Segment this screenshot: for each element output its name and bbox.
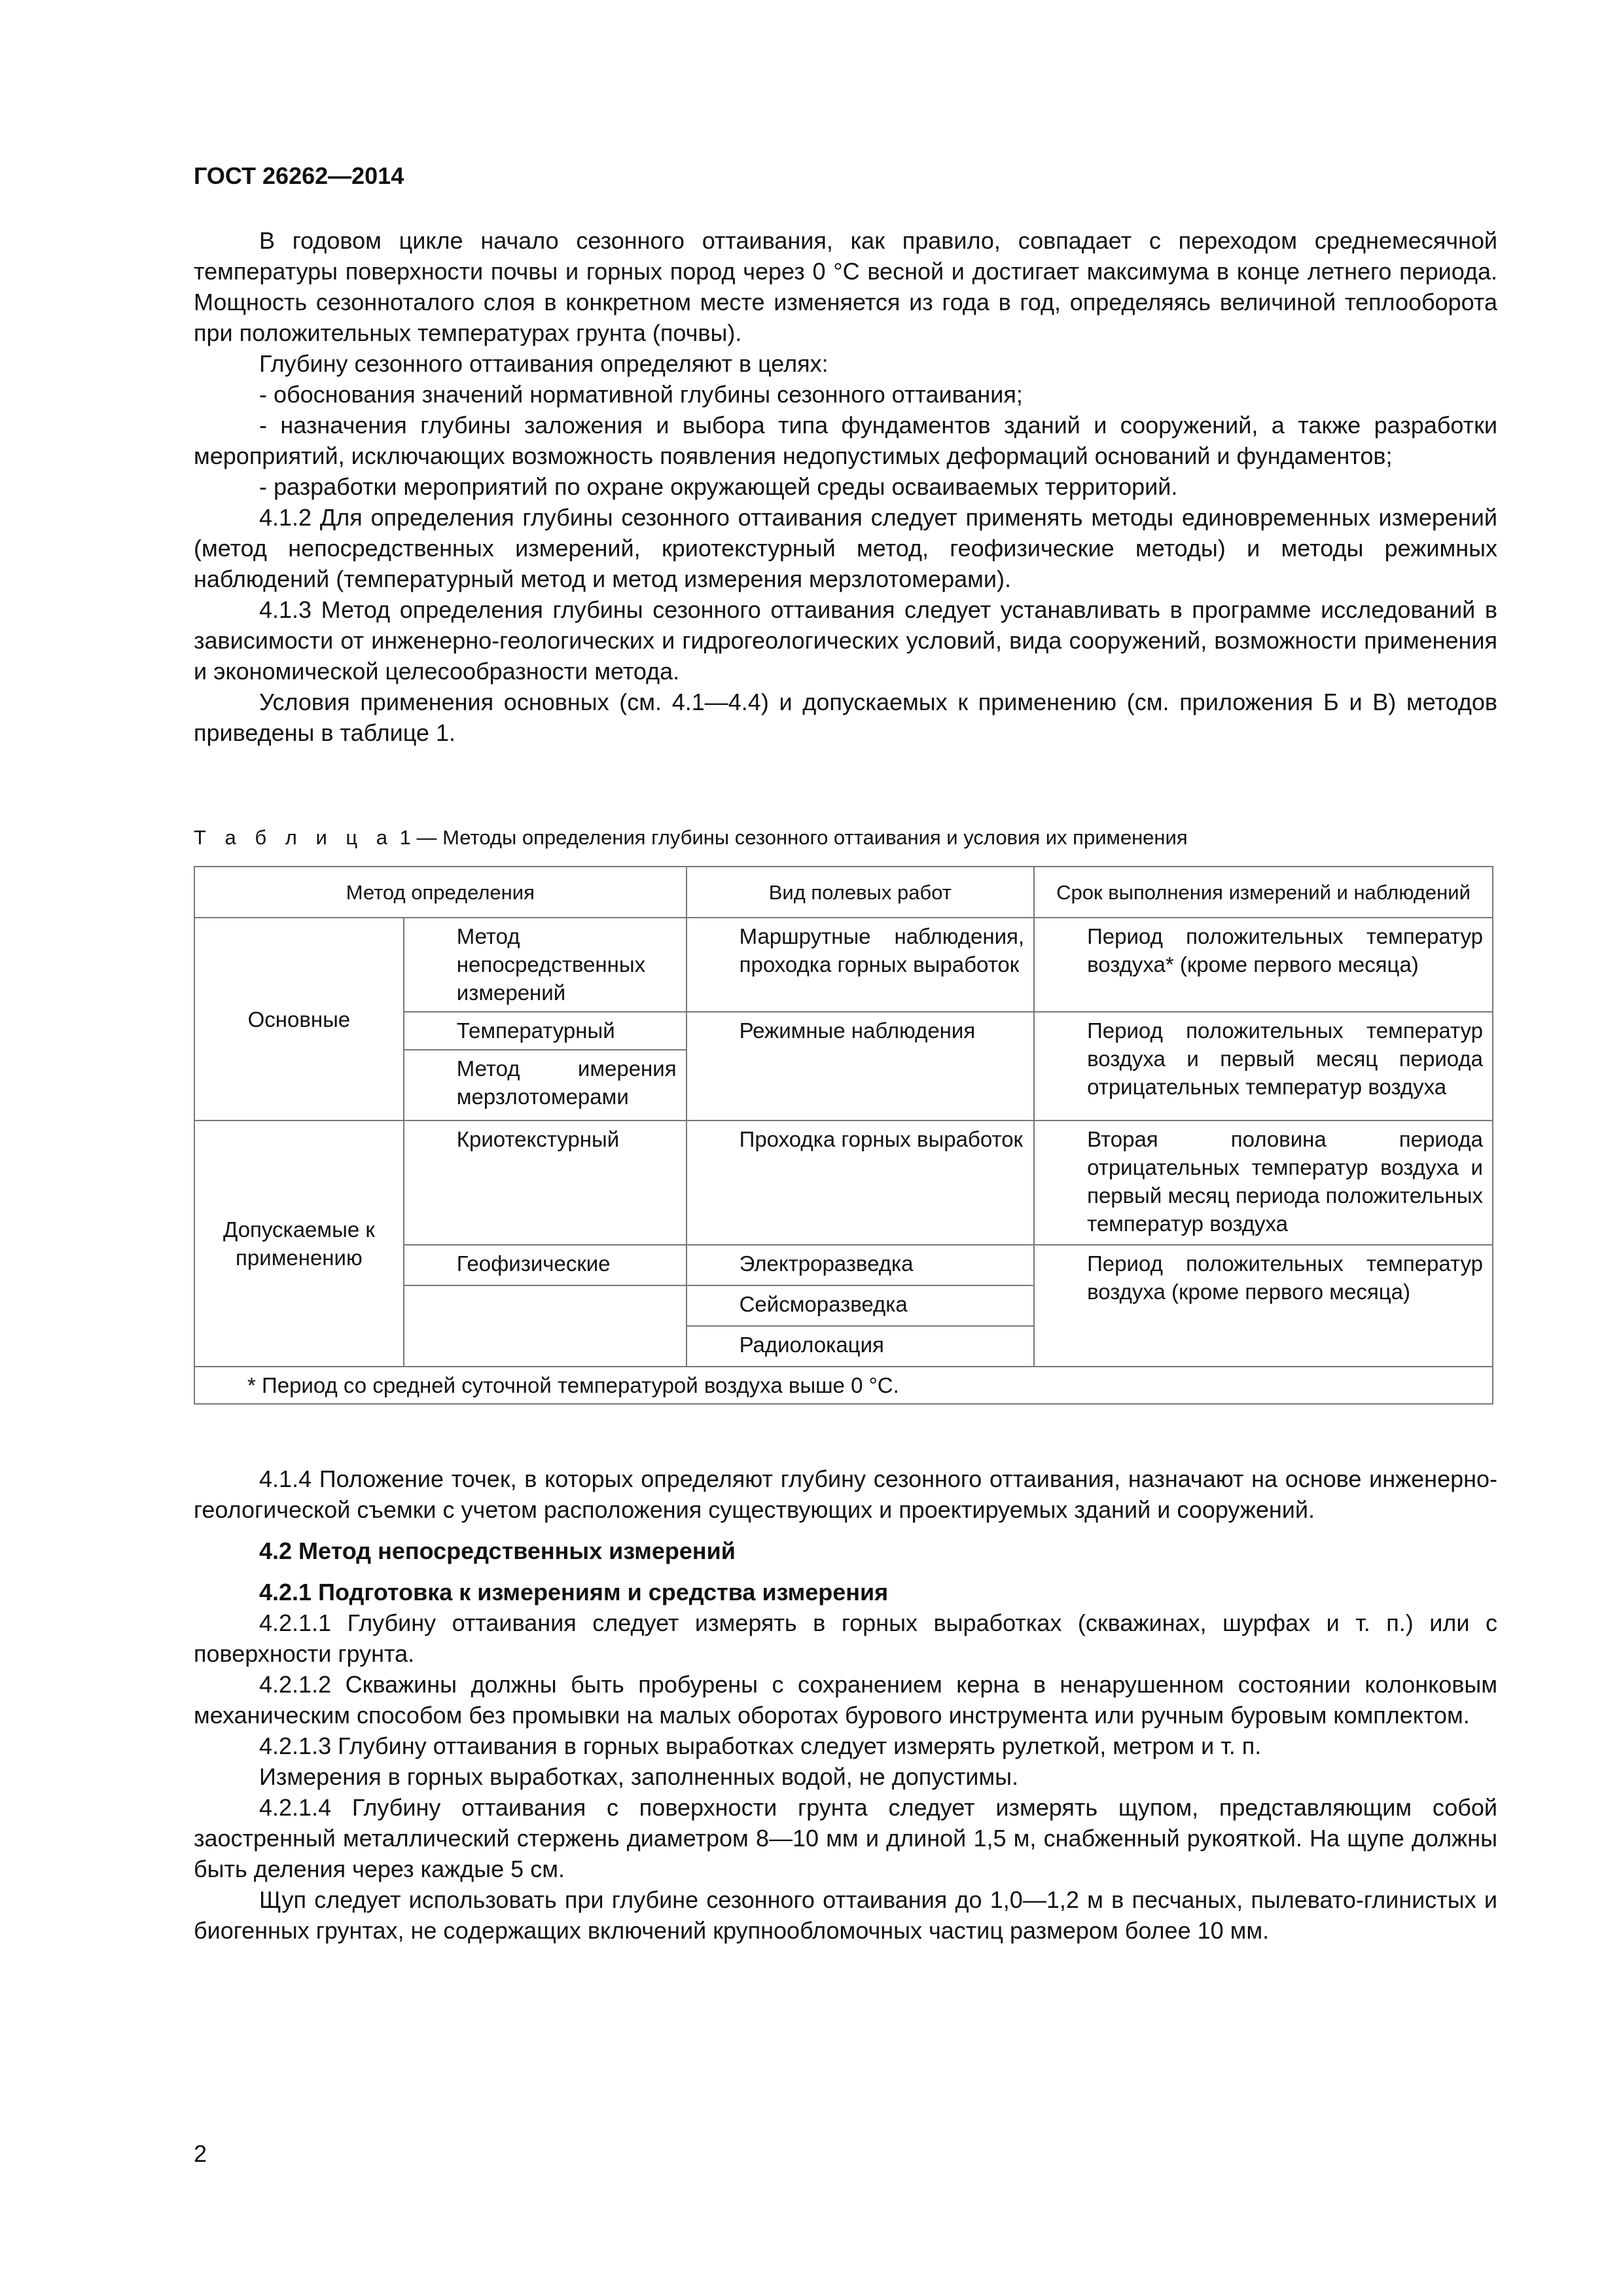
table-cell: Период положительных температур воздуха и первый месяц периода отрицательных температур воздуха <box>1034 1012 1493 1121</box>
subsection-heading: 4.2.1 Подготовка к измерениям и средства измерения <box>259 1579 889 1605</box>
paragraph-4-2-1-3: 4.2.1.3 Глубину оттаивания в горных выработках следует измерять рулеткой, метром и т. п. <box>259 1732 1262 1759</box>
section-4-2 <box>194 1463 1497 1946</box>
table-caption <box>194 826 1188 850</box>
section-heading: 4.2 Метод непосредственных измерений <box>259 1537 736 1564</box>
table-cell: Сейсморазведка <box>687 1285 1034 1326</box>
methods-table <box>194 866 1493 1405</box>
table-cell-empty <box>404 1285 687 1367</box>
table-cell: Режимные наблюдения <box>687 1012 1034 1121</box>
paragraph: Условия применения основных (см. 4.1—4.4) и допускаемых к применению (см. приложения Б и В) методов приведены в таблице 1. <box>194 689 1497 746</box>
table-cell: Геофизические <box>404 1245 687 1285</box>
table-caption-text: 1 — Методы определения глубины сезонного оттаивания и условия их применения <box>394 826 1188 849</box>
table-cell: Криотекстурный <box>404 1121 687 1245</box>
header-cell: Метод определения <box>194 867 687 918</box>
table-note-row <box>194 1367 1493 1404</box>
table-cell: Маршрутные наблюдения, проходка горных выработок <box>687 918 1034 1012</box>
table-cell: Вторая половина периода отрицательных температур воздуха и первый месяц периода положительных температур воздуха <box>1034 1121 1493 1245</box>
table-cell: Период положительных температур воздуха (кроме первого месяца) <box>1034 1245 1493 1367</box>
group-cell-basic: Основные <box>194 918 404 1121</box>
header-cell: Вид полевых работ <box>687 867 1034 918</box>
table-cell: Электроразведка <box>687 1245 1034 1285</box>
table-footnote: * Период со средней суточной температурой воздуха выше 0 °С. <box>194 1367 1493 1404</box>
table-cell: Радиолокация <box>687 1326 1034 1367</box>
paragraph-4-2-1-1: 4.2.1.1 Глубину оттаивания следует измерять в горных выработках (скважинах, шурфах и т. п.) или с поверхности грунта. <box>194 1609 1497 1667</box>
paragraph: В годовом цикле начало сезонного оттаивания, как правило, совпадает с переходом среднемесячной температуры поверхности почвы и горных пород через 0 °С весной и достигает максимума в конце летнего периода. Мощность сезонноталого слоя в конкретном месте изменяется из года в год, определяясь величиной теплооборота при положительных температурах грунта (почвы). <box>194 227 1497 346</box>
intro-section <box>194 225 1497 748</box>
document-header: ГОСТ 26262—2014 <box>194 162 404 189</box>
paragraph: Измерения в горных выработках, заполненных водой, не допустимы. <box>259 1763 1019 1790</box>
list-item: - назначения глубины заложения и выбора типа фундаментов зданий и сооружений, а также разработки мероприятий, исключающих возможность появления недопустимых деформаций оснований и фундаментов; <box>194 412 1497 469</box>
table-header-row <box>194 867 1493 918</box>
paragraph: Щуп следует использовать при глубине сезонного оттаивания до 1,0—1,2 м в песчаных, пылевато-глинистых и биогенных грунтах, не содержащих включений крупнообломочных частиц размером более 10 мм. <box>194 1886 1497 1944</box>
table-caption-prefix: Т а б л и ц а <box>194 826 395 849</box>
paragraph-4-2-1-2: 4.2.1.2 Скважины должны быть пробурены с сохранением керна в ненарушенном состоянии колонковым механическим способом без промывки на малых оборотах бурового инструмента или ручным буровым комплектом. <box>194 1671 1497 1729</box>
group-cell-allowed: Допускаемые к применению <box>194 1121 404 1367</box>
table-cell: Проходка горных выработок <box>687 1121 1034 1245</box>
table-row <box>194 1121 1493 1245</box>
paragraph-4-1-3: 4.1.3 Метод определения глубины сезонного оттаивания следует устанавливать в программе исследований в зависимости от инженерно-геологических и гидрогеологических условий, вида сооружений, возможности применения и экономической целесообразности метода. <box>194 596 1497 685</box>
list-item: - обоснования значений нормативной глубины сезонного оттаивания; <box>259 381 1023 408</box>
page-number: 2 <box>194 2140 207 2167</box>
paragraph-4-1-4: 4.1.4 Положение точек, в которых определяют глубину сезонного оттаивания, назначают на основе инженерно-геологической съемки с учетом расположения существующих и проектируемых зданий и сооружений. <box>194 1465 1497 1523</box>
list-item: - разработки мероприятий по охране окружающей среды осваиваемых территорий. <box>259 473 1178 500</box>
table-cell: Температурный <box>404 1012 687 1050</box>
table-row <box>194 918 1493 1012</box>
paragraph-4-2-1-4: 4.2.1.4 Глубину оттаивания с поверхности грунта следует измерять щупом, представляющим собой заостренный металлический стержень диаметром 8—10 мм и длиной 1,5 м, снабженный рукояткой. На щупе должны быть деления через каждые 5 см. <box>194 1794 1497 1882</box>
table-cell: Метод имерения мерзлотомерами <box>404 1050 687 1121</box>
table-cell: Метод непосредственных измерений <box>404 918 687 1012</box>
paragraph: Глубину сезонного оттаивания определяют в целях: <box>259 350 829 377</box>
header-cell: Срок выполнения измерений и наблюдений <box>1034 867 1493 918</box>
paragraph-4-1-2: 4.1.2 Для определения глубины сезонного оттаивания следует применять методы единовременных измерений (метод непосредственных измерений, криотекстурный метод, геофизические методы) и методы режимных наблюдений (температурный метод и метод измерения мерзлотомерами). <box>194 504 1497 592</box>
table-cell: Период положительных температур воздуха* (кроме первого месяца) <box>1034 918 1493 1012</box>
